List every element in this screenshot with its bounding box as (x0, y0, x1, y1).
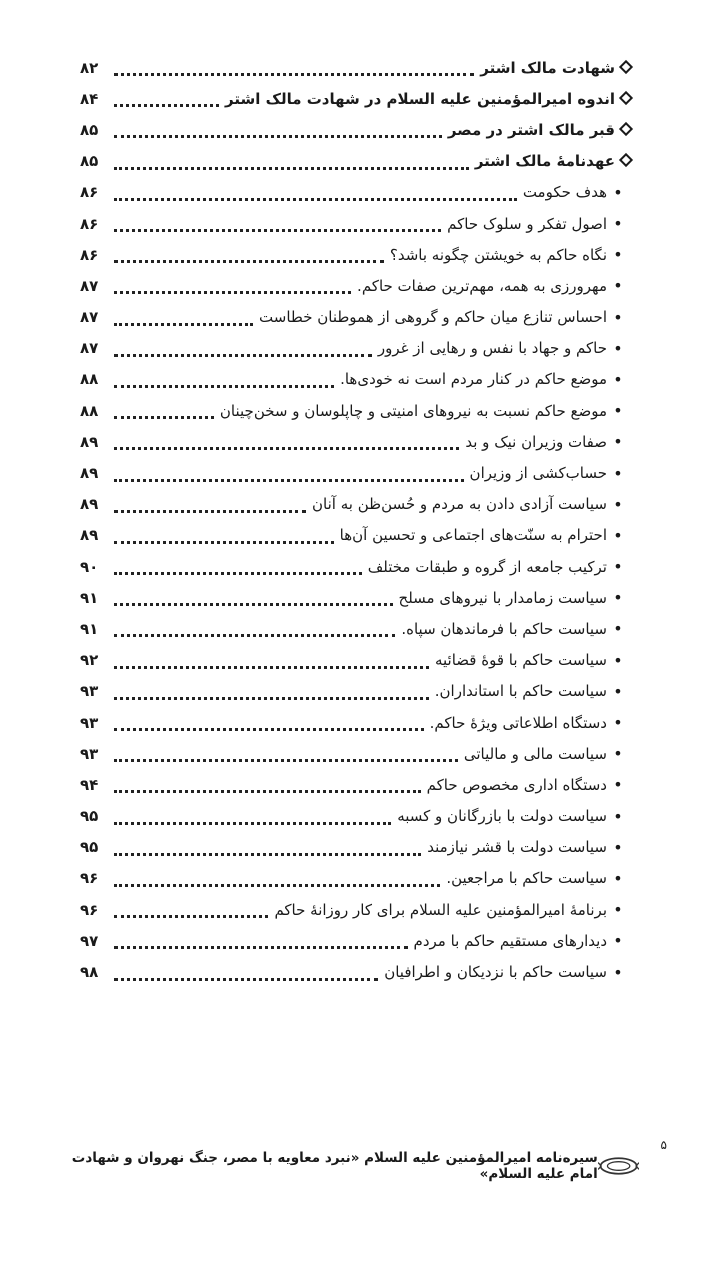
toc-entry-title: سیاست حاکم با استانداران. (434, 682, 607, 701)
toc-entry-title: مهرورزی به همه، مهم‌ترین صفات حاکم. (357, 276, 607, 295)
toc-entry-title: اصول تفکر و سلوک حاکم (447, 214, 607, 233)
toc-entry-title: سیاست دولت با بازرگانان و کسبه (397, 807, 607, 826)
dot-leader (114, 121, 442, 138)
diamond-bullet-icon (615, 60, 637, 76)
toc-entry-title: قبر مالک اشتر در مصر (447, 120, 615, 139)
toc-entry (80, 364, 637, 395)
toc-entry (80, 894, 637, 925)
toc-entry-page: ۹۶ (80, 900, 99, 919)
toc-entry-title: سیاست آزادی دادن به مردم و حُسن‌ظن به آنان (312, 495, 607, 514)
dot-leader (114, 870, 440, 887)
toc-entry (80, 707, 637, 738)
toc-entry (80, 52, 637, 83)
dot-bullet-icon (607, 619, 629, 638)
toc-entry-page: ۹۵ (80, 807, 99, 826)
toc-entry (80, 489, 637, 520)
toc-entry-page: ۸۷ (80, 308, 99, 327)
dot-leader (114, 776, 421, 793)
toc-entry (80, 551, 637, 582)
dot-leader (114, 964, 378, 981)
dot-bullet-icon (607, 464, 629, 483)
toc-entry-page: ۹۶ (80, 869, 99, 888)
toc-entry-page: ۸۴ (80, 89, 99, 108)
toc-entry-page: ۹۳ (80, 682, 99, 701)
toc-entry-page: ۹۸ (80, 963, 99, 982)
dot-bullet-icon (607, 651, 629, 670)
dot-leader (114, 683, 429, 700)
toc-entry-page: ۹۳ (80, 744, 99, 763)
dot-leader (114, 901, 268, 918)
toc-entry-title: سیاست مالی و مالیاتی (463, 744, 607, 763)
toc-entry-page: ۸۸ (80, 401, 99, 420)
dot-bullet-icon (607, 900, 629, 919)
dot-leader (114, 309, 253, 326)
dot-leader (114, 589, 393, 606)
toc-entry-page: ۹۷ (80, 931, 99, 950)
toc-entry (80, 769, 637, 800)
toc-entry (80, 676, 637, 707)
dot-leader (114, 558, 362, 575)
toc-entry-title: سیاست حاکم با مراجعین. (446, 869, 607, 888)
dot-bullet-icon (607, 838, 629, 857)
toc-entry-page: ۸۹ (80, 526, 99, 545)
toc-entry (80, 925, 637, 956)
toc-entry-title: شهادت مالک اشتر (480, 58, 615, 77)
toc-entry-title: دستگاه اداری مخصوص حاکم (426, 775, 607, 794)
toc-entry-page: ۸۷ (80, 276, 99, 295)
toc-entry (80, 956, 637, 987)
toc-entry-page: ۸۶ (80, 183, 99, 202)
dot-leader (114, 402, 214, 419)
dot-bullet-icon (607, 807, 629, 826)
toc-entry (80, 863, 637, 894)
toc-entry (80, 270, 637, 301)
toc-entry-title: احترام به سنّت‌های اجتماعی و تحسین آن‌ها (339, 526, 607, 545)
toc-entry (80, 645, 637, 676)
dot-bullet-icon (607, 339, 629, 358)
toc-entry (80, 613, 637, 644)
dot-leader (114, 215, 441, 232)
toc-entry (80, 457, 637, 488)
running-footer (40, 1138, 667, 1182)
toc-entry-title: دستگاه اطلاعاتی ویژهٔ حاکم. (429, 713, 607, 732)
toc-entry-title: هدف حکومت (522, 183, 607, 202)
dot-bullet-icon (607, 557, 629, 576)
toc-entry-title: سیاست دولت با قشر نیازمند (427, 838, 607, 857)
toc-entry-title: سیاست حاکم با فرماندهان سپاه. (401, 619, 607, 638)
toc-entry-title: سیاست حاکم با نزدیکان و اطرافیان (384, 963, 607, 982)
dot-leader (114, 714, 424, 731)
toc-entry-title: سیاست حاکم با قوهٔ قضائیه (434, 651, 607, 670)
toc-entry-page: ۸۵ (80, 120, 99, 139)
toc-entry-page: ۸۸ (80, 370, 99, 389)
toc-entry-page: ۹۴ (80, 775, 99, 794)
dot-leader (114, 839, 421, 856)
toc-entry (80, 395, 637, 426)
toc-entry-page: ۸۶ (80, 245, 99, 264)
footer-title: سیره‌نامه امیرالمؤمنین علیه السلام «نبرد معاویه با مصر، جنگ نهروان و شهادت امام علیه السلام» (71, 1150, 598, 1182)
toc-entry-page: ۸۶ (80, 214, 99, 233)
toc-entry-page: ۸۹ (80, 495, 99, 514)
toc-entry-page: ۹۲ (80, 651, 99, 670)
diamond-bullet-icon (615, 153, 637, 169)
toc-entry-title: برنامهٔ امیرالمؤمنین علیه السلام برای کار روزانهٔ حاکم (274, 900, 607, 919)
dot-bullet-icon (607, 931, 629, 950)
dot-leader (114, 465, 464, 482)
toc-entry-title: دیدارهای مستقیم حاکم با مردم (413, 931, 607, 950)
dot-bullet-icon (607, 432, 629, 451)
toc-entry-title: اندوه امیرالمؤمنین علیه السلام در شهادت مالک اشتر (225, 89, 615, 108)
toc-entry-page: ۹۰ (80, 557, 99, 576)
dot-bullet-icon (607, 214, 629, 233)
toc-entry-title: موضع حاکم نسبت به نیروهای امنیتی و چاپلوسان و سخن‌چینان (219, 401, 607, 420)
dot-bullet-icon (607, 869, 629, 888)
toc-entry-page: ۹۳ (80, 713, 99, 732)
toc-entry (80, 426, 637, 457)
toc-entry (80, 177, 637, 208)
toc-entry (80, 114, 637, 145)
toc-entry (80, 738, 637, 769)
dot-bullet-icon (607, 744, 629, 763)
toc-entry-title: احساس تنازع میان حاکم و گروهی از هموطنان خطاست (259, 308, 607, 327)
toc-entry (80, 333, 637, 364)
dot-bullet-icon (607, 276, 629, 295)
toc-entry (80, 302, 637, 333)
diamond-bullet-icon (615, 122, 637, 138)
toc-entry-title: موضع حاکم در کنار مردم است نه خودی‌ها. (340, 370, 607, 389)
toc-entry (80, 832, 637, 863)
toc-entry-title: حساب‌کشی از وزیران (469, 464, 607, 483)
dot-leader (114, 90, 219, 107)
toc-entry-title: سیاست زمامدار با نیروهای مسلح (398, 588, 607, 607)
toc-entry-page: ۸۹ (80, 464, 99, 483)
toc-entry-page: ۸۲ (80, 58, 99, 77)
dot-bullet-icon (607, 775, 629, 794)
dot-leader (114, 496, 306, 513)
dot-bullet-icon (607, 401, 629, 420)
dot-leader (114, 59, 474, 76)
dot-bullet-icon (607, 183, 629, 202)
dot-leader (114, 371, 334, 388)
book-emblem-icon (598, 1154, 639, 1178)
dot-bullet-icon (607, 588, 629, 607)
dot-leader (114, 745, 458, 762)
toc-entry (80, 83, 637, 114)
dot-leader (114, 184, 517, 201)
toc-entry-page: ۸۵ (80, 152, 99, 171)
toc-entry-title: ترکیب جامعه از گروه و طبقات مختلف (367, 557, 607, 576)
dot-leader (114, 340, 372, 357)
toc-entry-title: نگاه حاکم به خویشتن چگونه باشد؟ (389, 245, 607, 264)
toc-entry-page: ۹۱ (80, 619, 99, 638)
dot-leader (114, 808, 391, 825)
toc-entry (80, 801, 637, 832)
diamond-bullet-icon (615, 91, 637, 107)
toc-entry-title: عهدنامهٔ مالک اشتر (474, 152, 615, 171)
dot-leader (114, 277, 351, 294)
dot-bullet-icon (607, 495, 629, 514)
toc-entry (80, 520, 637, 551)
dot-bullet-icon (607, 713, 629, 732)
dot-bullet-icon (607, 526, 629, 545)
toc-entry-page: ۸۷ (80, 339, 99, 358)
dot-leader (114, 527, 334, 544)
toc-entry (80, 582, 637, 613)
dot-leader (114, 932, 408, 949)
dot-leader (114, 652, 429, 669)
dot-bullet-icon (607, 245, 629, 264)
dot-bullet-icon (607, 963, 629, 982)
dot-bullet-icon (607, 370, 629, 389)
toc-entry-title: صفات وزیران نیک و بد (465, 432, 607, 451)
dot-leader (114, 153, 469, 170)
dot-leader (114, 620, 395, 637)
toc-entry (80, 146, 637, 177)
footer-page-number: ۵ (660, 1138, 667, 1152)
toc-entry-title: حاکم و جهاد با نفس و رهایی از غرور (377, 339, 607, 358)
toc-entry-page: ۸۹ (80, 432, 99, 451)
toc-entry-page: ۹۵ (80, 838, 99, 857)
table-of-contents (80, 52, 637, 988)
dot-bullet-icon (607, 308, 629, 327)
dot-bullet-icon (607, 682, 629, 701)
toc-entry (80, 239, 637, 270)
dot-leader (114, 246, 384, 263)
toc-entry-page: ۹۱ (80, 588, 99, 607)
toc-entry (80, 208, 637, 239)
dot-leader (114, 433, 459, 450)
